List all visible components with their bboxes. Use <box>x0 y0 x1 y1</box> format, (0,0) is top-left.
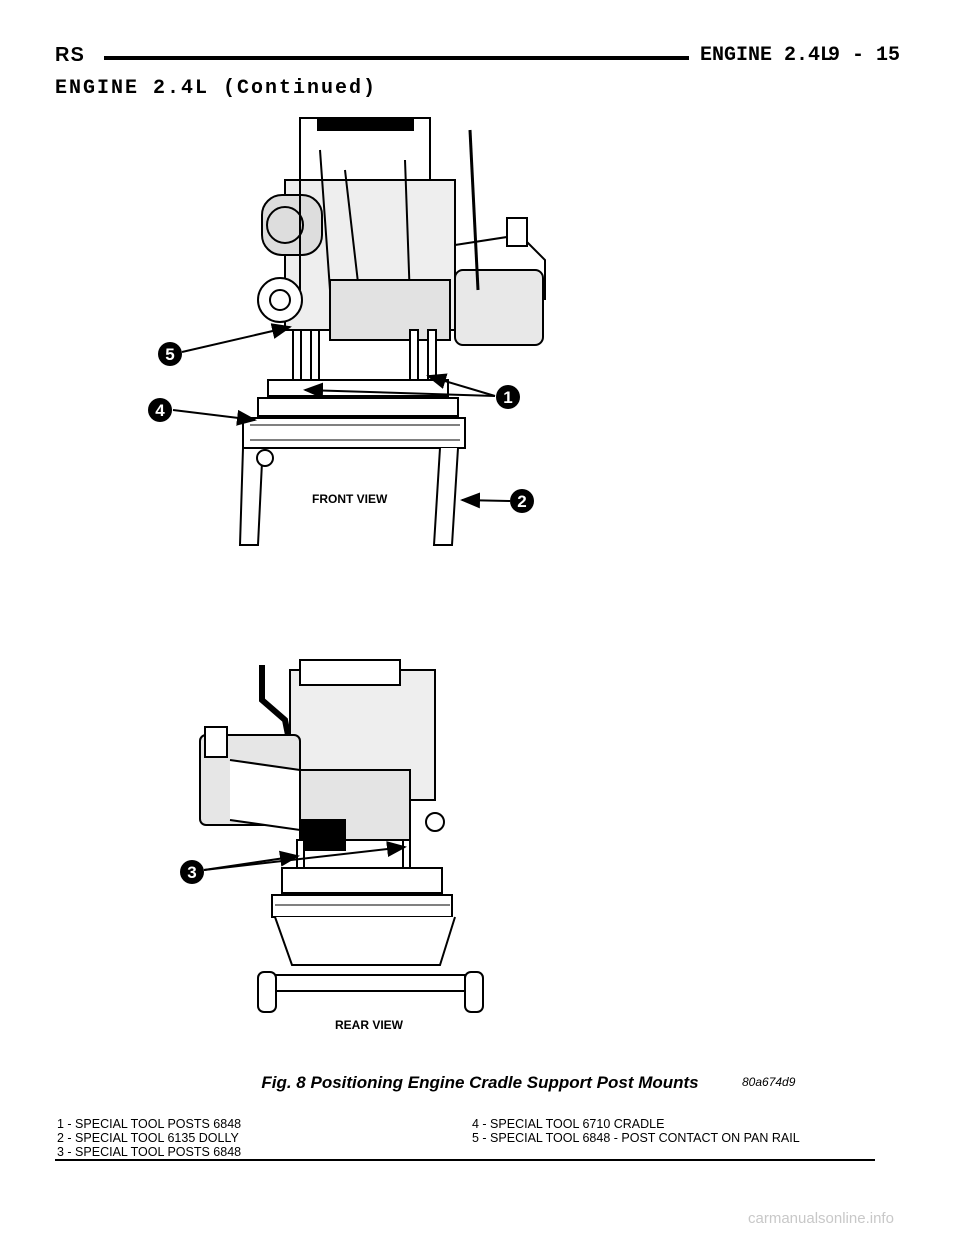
legend-item: 3 - SPECIAL TOOL POSTS 6848 <box>57 1145 242 1159</box>
legend-item: 1 - SPECIAL TOOL POSTS 6848 <box>57 1117 242 1131</box>
page-number: 9 - 15 <box>828 44 901 67</box>
legend-item: 2 - SPECIAL TOOL 6135 DOLLY <box>57 1131 239 1145</box>
legend-item: 5 - SPECIAL TOOL 6848 - POST CONTACT ON PAN RAIL <box>472 1131 800 1145</box>
front-view-label: FRONT VIEW <box>312 492 388 506</box>
callout-5-label: 5 <box>165 345 175 364</box>
legend-left <box>57 1117 241 1159</box>
front-view-drawing <box>240 118 545 545</box>
callout-1-label: 1 <box>503 388 513 407</box>
footer-rule <box>55 1159 875 1161</box>
rear-view-drawing <box>200 660 483 1012</box>
running-header-title: ENGINE 2.4L <box>700 44 833 67</box>
legend-item: 4 - SPECIAL TOOL 6710 CRADLE <box>472 1117 665 1131</box>
callout-3-label: 3 <box>187 863 197 882</box>
section-title: ENGINE 2.4L (Continued) <box>55 77 378 100</box>
callout-4-label: 4 <box>155 401 165 420</box>
running-header-left: RS <box>55 44 85 66</box>
watermark: carmanualsonline.info <box>748 1210 894 1227</box>
figure-code: 80a674d9 <box>742 1075 796 1089</box>
legend-right <box>472 1117 800 1145</box>
rear-view-label: REAR VIEW <box>335 1018 404 1032</box>
figure-caption: Fig. 8 Positioning Engine Cradle Support Post Mounts <box>261 1073 699 1092</box>
callout-2-label: 2 <box>517 492 527 511</box>
